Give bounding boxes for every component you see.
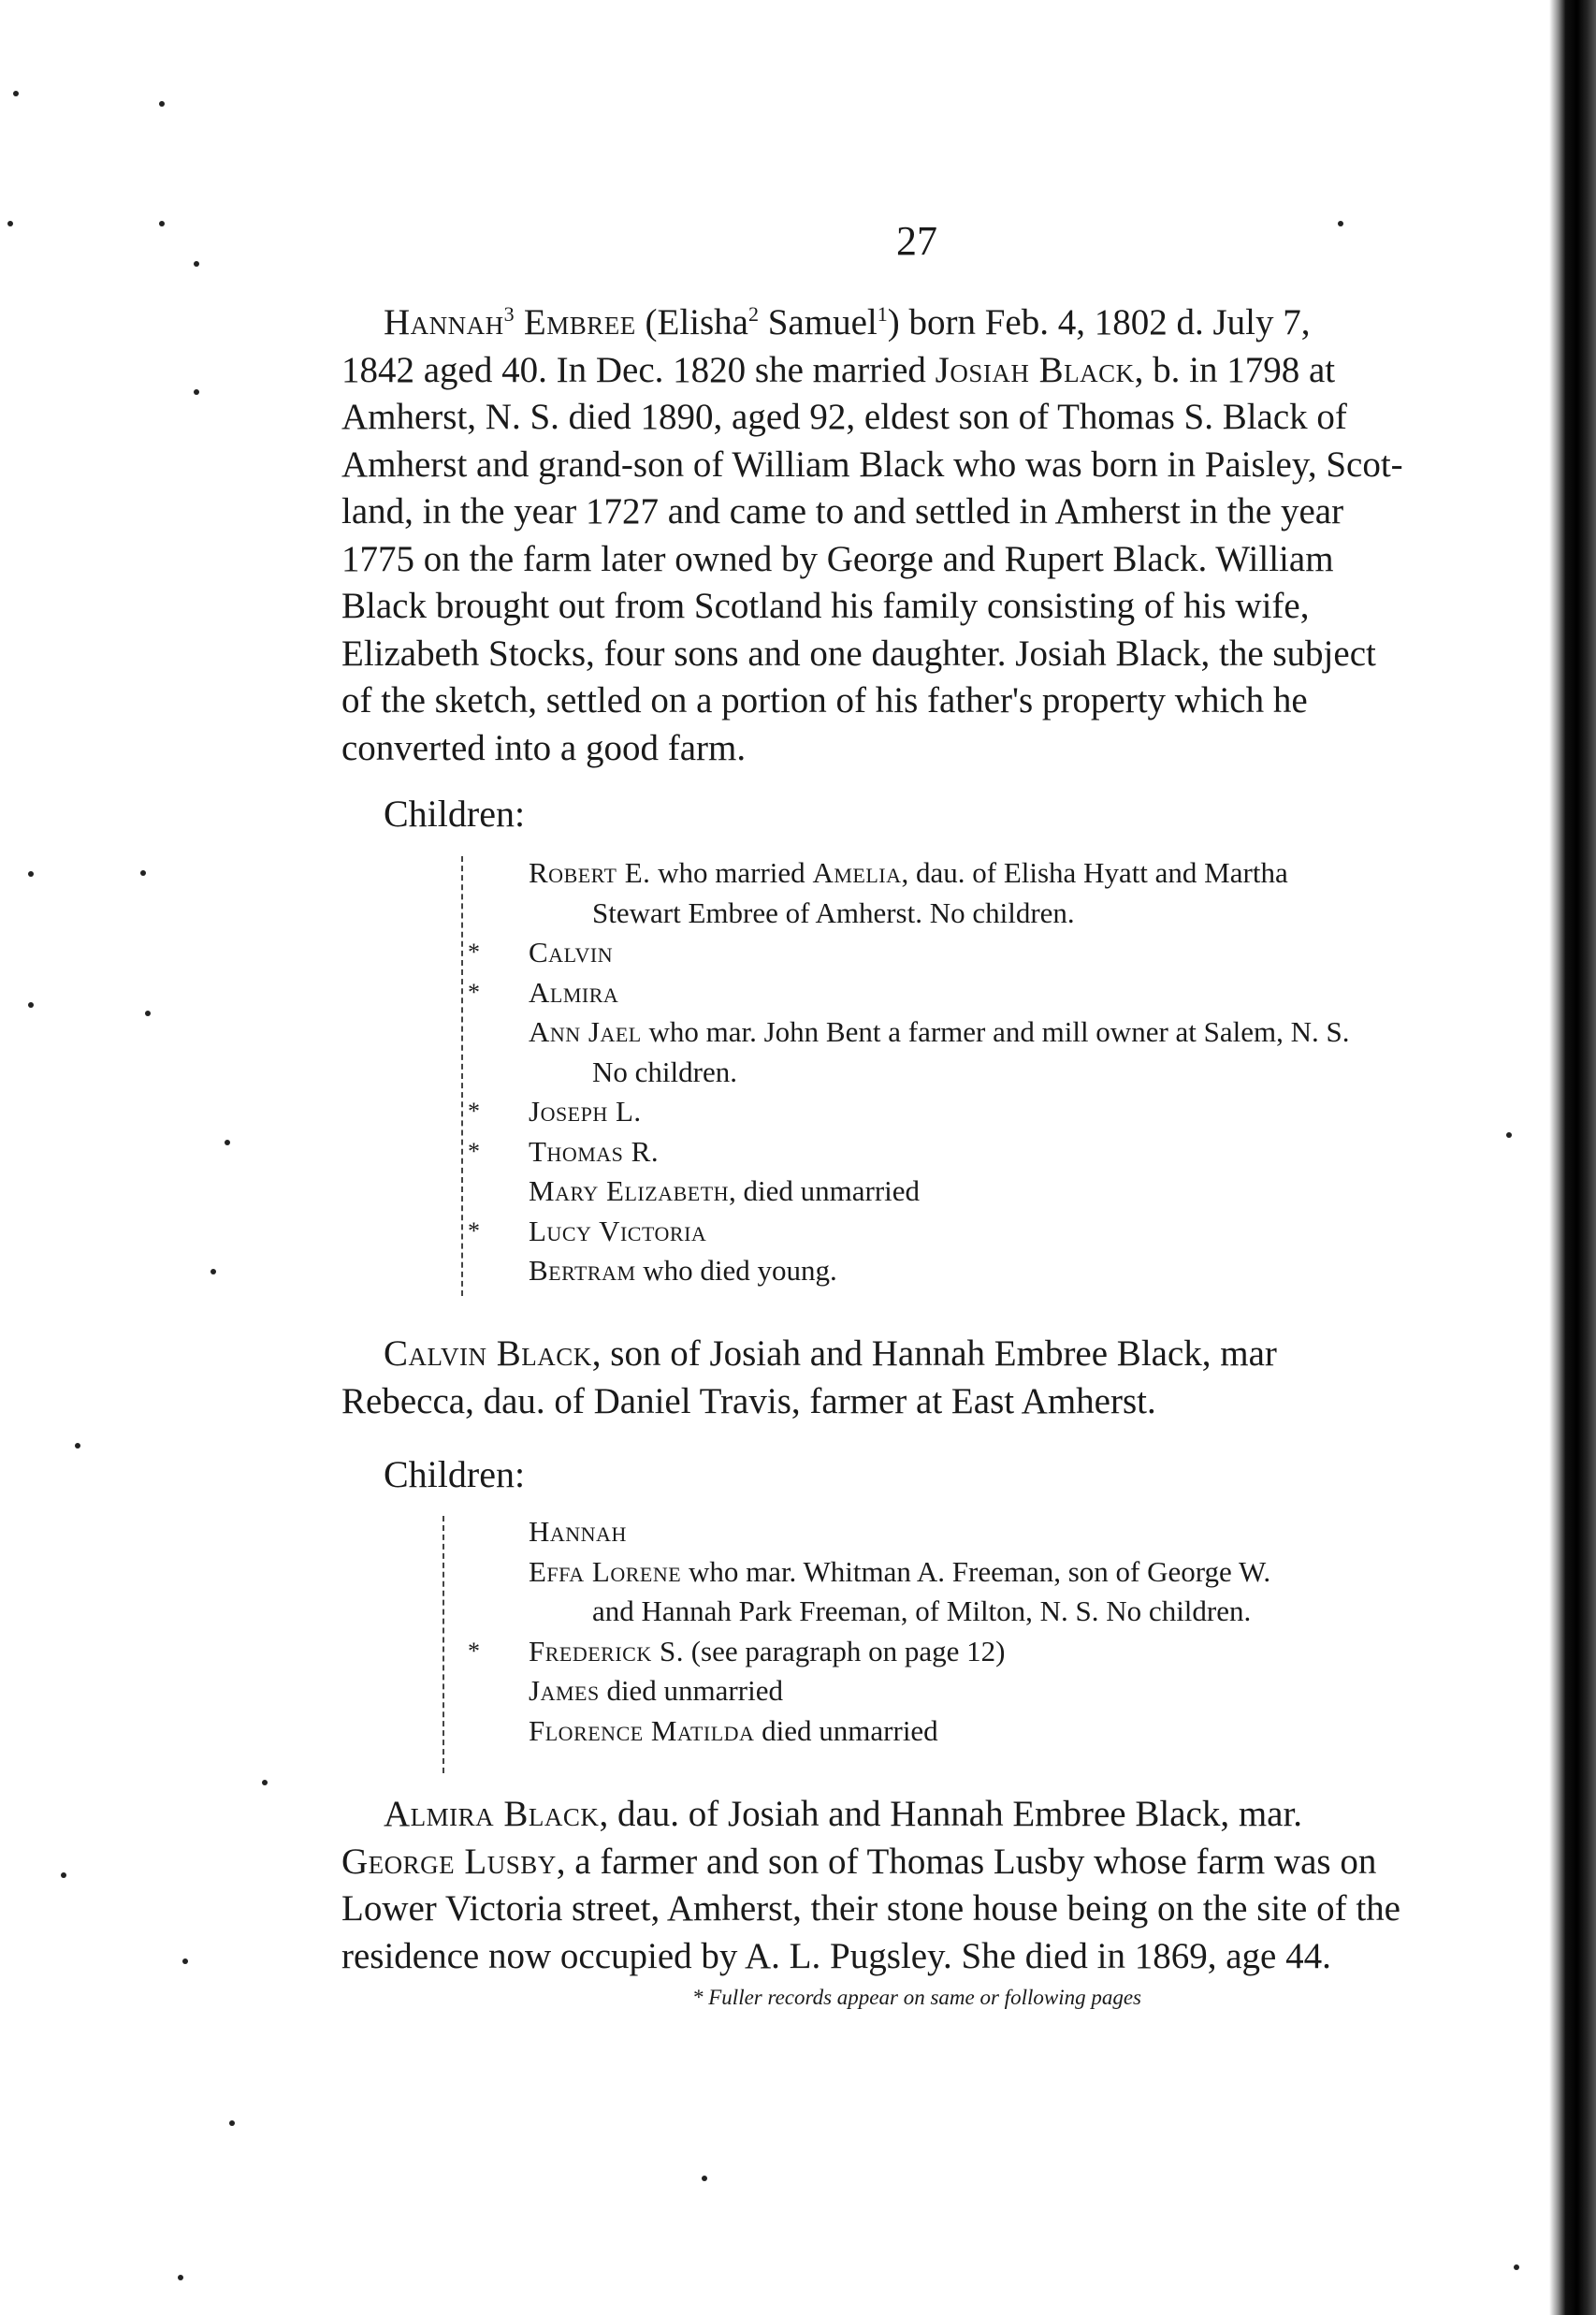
- list-item: Bertram who died young.: [529, 1254, 837, 1287]
- scan-speck: [140, 870, 146, 876]
- scan-speck: [7, 221, 13, 226]
- list-item: * Calvin: [468, 936, 614, 968]
- scan-speck: [1514, 2264, 1519, 2270]
- page-number: 27: [896, 218, 937, 264]
- name-hannah: Hannah: [384, 302, 504, 342]
- para3-line-4: residence now occupied by A. L. Pugsley. She died in 1869, age 44.: [341, 1935, 1331, 1976]
- scan-speck: [159, 101, 165, 107]
- scan-speck: [702, 2176, 707, 2181]
- para1-line-7: Black brought out from Scotland his family consisting of his wife,: [341, 586, 1310, 626]
- scan-speck: [1338, 221, 1343, 226]
- para3-line-3: Lower Victoria street, Amherst, their stone house being on the site of the: [341, 1888, 1400, 1929]
- scan-speck: [178, 2275, 183, 2280]
- para1-line-2: 1842 aged 40. In Dec. 1820 she married Josiah Black, b. in 1798 at: [341, 349, 1336, 390]
- scan-speck: [225, 1140, 230, 1145]
- para1-line-3: Amherst, N. S. died 1890, aged 92, eldest son of Thomas S. Black of: [341, 397, 1347, 437]
- para1-line-9: of the sketch, settled on a portion of his father's property which he: [341, 680, 1308, 721]
- list-item: Hannah: [529, 1515, 627, 1548]
- list-item: Effa Lorene who mar. Whitman A. Freeman, son of George W. and Hannah Park Freeman, of Milton, N. S. No children.: [529, 1554, 1271, 1627]
- para1-line-4: Amherst and grand-son of William Black who was born in Paisley, Scot-: [341, 444, 1403, 485]
- list-item: * Thomas R.: [468, 1134, 660, 1168]
- para1-line-1: Hannah$^3$ Embree (Elisha$^2$ Samuel$^1$) born Feb. 4, 1802 d. July 7,: [384, 302, 1311, 342]
- scan-speck: [182, 1958, 188, 1964]
- para2-line-2: Rebecca, dau. of Daniel Travis, farmer at East Amherst.: [341, 1380, 1156, 1421]
- list-item: * Frederick S. (see paragraph on page 12): [468, 1634, 1006, 1667]
- children-list-calvin: [449, 1512, 1525, 1751]
- children-bracket-2: [443, 1516, 444, 1773]
- scan-speck: [28, 871, 34, 877]
- para2-line-1: Calvin Black, son of Josiah and Hannah Embree Black, mar: [384, 1333, 1277, 1374]
- list-item: * Lucy Victoria: [468, 1214, 707, 1247]
- list-item: James died unmarried: [529, 1674, 783, 1707]
- para1-line-6: 1775 on the farm later owned by George and Rupert Black. William: [341, 538, 1334, 579]
- scan-speck: [75, 1443, 80, 1449]
- list-item: * Joseph L.: [468, 1095, 642, 1128]
- para1-line-5: land, in the year 1727 and came to and settled in Amherst in the year: [341, 491, 1344, 531]
- scan-speck: [159, 221, 165, 226]
- paragraph-calvin-black: [341, 1331, 1516, 1425]
- scan-speck: [210, 1269, 216, 1274]
- children-heading-1: Children:: [384, 793, 526, 835]
- list-item: * Almira: [468, 975, 619, 1009]
- para3-line-2: George Lusby, a farmer and son of Thomas Lusby whose farm was on: [341, 1841, 1377, 1882]
- para1-line-8: Elizabeth Stocks, four sons and one daughter. Josiah Black, the subject: [341, 633, 1376, 674]
- children-list-josiah: [449, 853, 1525, 1291]
- scan-speck: [28, 1002, 34, 1008]
- scan-speck: [229, 2120, 235, 2126]
- para1-line-10: converted into a good farm.: [341, 727, 747, 768]
- list-item: Florence Matilda died unmarried: [529, 1713, 938, 1747]
- list-item: Robert E. who married Amelia, dau. of Elisha Hyatt and Martha Stewart Embree of Amherst. No children.: [529, 856, 1288, 929]
- paragraph-hannah-embree: [341, 299, 1516, 772]
- scan-edge-shadow: [1549, 0, 1596, 2315]
- para3-line-1: Almira Black, dau. of Josiah and Hannah Embree Black, mar.: [384, 1794, 1303, 1834]
- scan-speck: [13, 91, 19, 96]
- children-heading-2: Children:: [384, 1453, 526, 1495]
- scan-speck: [194, 261, 199, 267]
- paragraph-almira-black: [341, 1791, 1516, 1980]
- list-item: Mary Elizabeth, died unmarried: [529, 1174, 921, 1207]
- scan-speck: [61, 1872, 66, 1878]
- scan-speck: [145, 1011, 151, 1016]
- footnote: * Fuller records appear on same or following pages: [692, 1986, 1141, 2009]
- scan-speck: [262, 1780, 268, 1785]
- scan-speck: [1506, 1132, 1512, 1138]
- scan-speck: [194, 389, 199, 395]
- list-item: Ann Jael who mar. John Bent a farmer and mill owner at Salem, N. S. No children.: [529, 1015, 1350, 1088]
